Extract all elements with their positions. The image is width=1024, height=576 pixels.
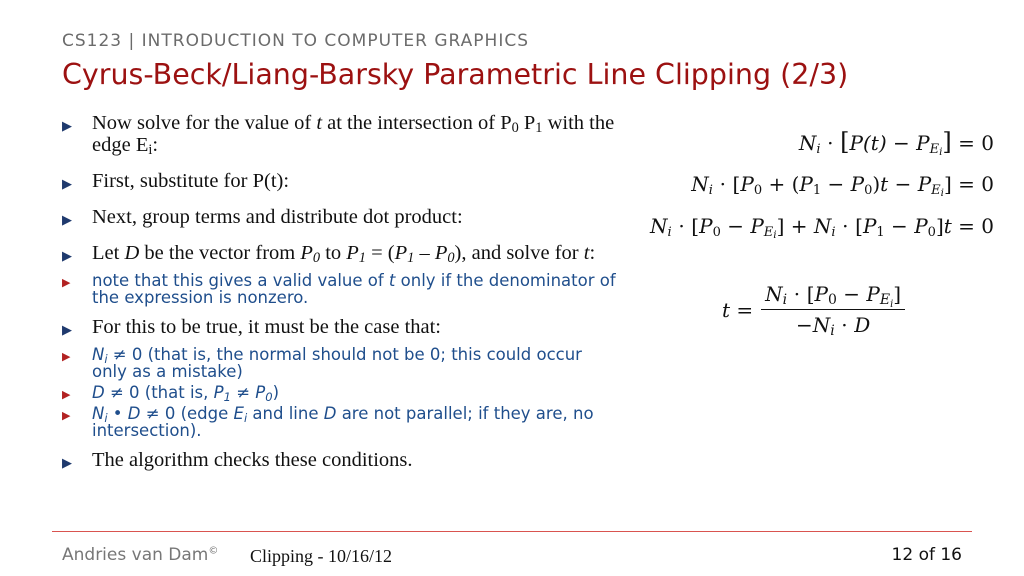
sub-bullet-d-nonzero: ▶ D ≠ 0 (that is, $P_1 \ne P_0$)	[62, 383, 280, 404]
course-header: CS123 | INTRODUCTION TO COMPUTER GRAPHICS	[62, 31, 530, 51]
sub-bullet-arrow-icon: ▶	[62, 409, 71, 422]
bullet-group-terms: ▶ Next, group terms and distribute dot product:	[62, 206, 622, 228]
bullet-let-d: ▶ Let D be the vector from $P_0$ to $P_1 = (P_1 - P_0)$, and solve for t:	[62, 242, 596, 266]
sub-bullet-normal-nonzero: ▶ $N_i \ne 0$ (that is, the normal should not be 0; this could occur only as a mistake)	[62, 345, 582, 381]
sub-bullets-nonzero	[62, 272, 622, 306]
equation-solve-t: t = $\frac{N_i \cdot [P_0 - P_{E_i}]}{-N_i \cdot D}$	[722, 282, 905, 337]
footer-divider	[52, 531, 972, 532]
bullet-arrow-icon: ▶	[62, 455, 72, 470]
fraction-numerator: $N_i \cdot [P_0 - P_{E_i}]$	[761, 282, 905, 310]
bullet-solve-t: ▶ Now solve for the value of t at the intersection of $P_0$ $P_1$ with the edge $E_i$:	[62, 112, 615, 158]
fraction-denominator: $-N_i \cdot D$	[795, 313, 871, 339]
bullet-conditions: ▶ For this to be true, it must be the case that:	[62, 316, 622, 338]
footer-author: Andries van Dam©	[62, 545, 219, 565]
equation-grouped: $N_i \cdot [P_0 - P_{E_i}] + N_i \cdot [P_1 - P_0]t = 0$	[650, 214, 994, 241]
bullet-list	[62, 112, 622, 485]
bullet-arrow-icon: ▶	[62, 322, 72, 337]
bullet-arrow-icon: ▶	[62, 248, 72, 263]
bullet-arrow-icon: ▶	[62, 212, 72, 227]
bullet-algorithm-checks: ▶ The algorithm checks these conditions.	[62, 449, 622, 471]
sub-bullet-arrow-icon: ▶	[62, 276, 71, 289]
sub-bullet-not-parallel: ▶ $N_i$ • D ≠ 0 (edge $E_i$ and line D are not parallel; if they are, no intersection).	[62, 404, 594, 440]
slide-title: Cyrus-Beck/Liang-Barsky Parametric Line Clipping (2/3)	[62, 58, 849, 91]
equation-substituted: $N_i \cdot [P_0 + (P_1 - P_0)t - P_{E_i}] = 0$	[691, 172, 994, 199]
page-number: 12 of 16	[891, 545, 962, 565]
equation-dot-product: $N_i \cdot [P(t) - P_{E_i}] = 0$	[798, 128, 994, 158]
sub-bullet-arrow-icon: ▶	[62, 350, 71, 363]
sub-bullets-conditions	[62, 346, 622, 439]
bullet-substitute: ▶ First, substitute for P(t):	[62, 170, 622, 192]
footer-lecture: Clipping - 10/16/12	[250, 546, 393, 566]
bullet-arrow-icon: ▶	[62, 118, 72, 133]
sub-bullet-denominator: ▶ note that this gives a valid value of t only if the denominator of the expression is nonzero.	[62, 271, 616, 307]
bullet-arrow-icon: ▶	[62, 176, 72, 191]
fraction	[761, 282, 905, 337]
sub-bullet-arrow-icon: ▶	[62, 388, 71, 401]
